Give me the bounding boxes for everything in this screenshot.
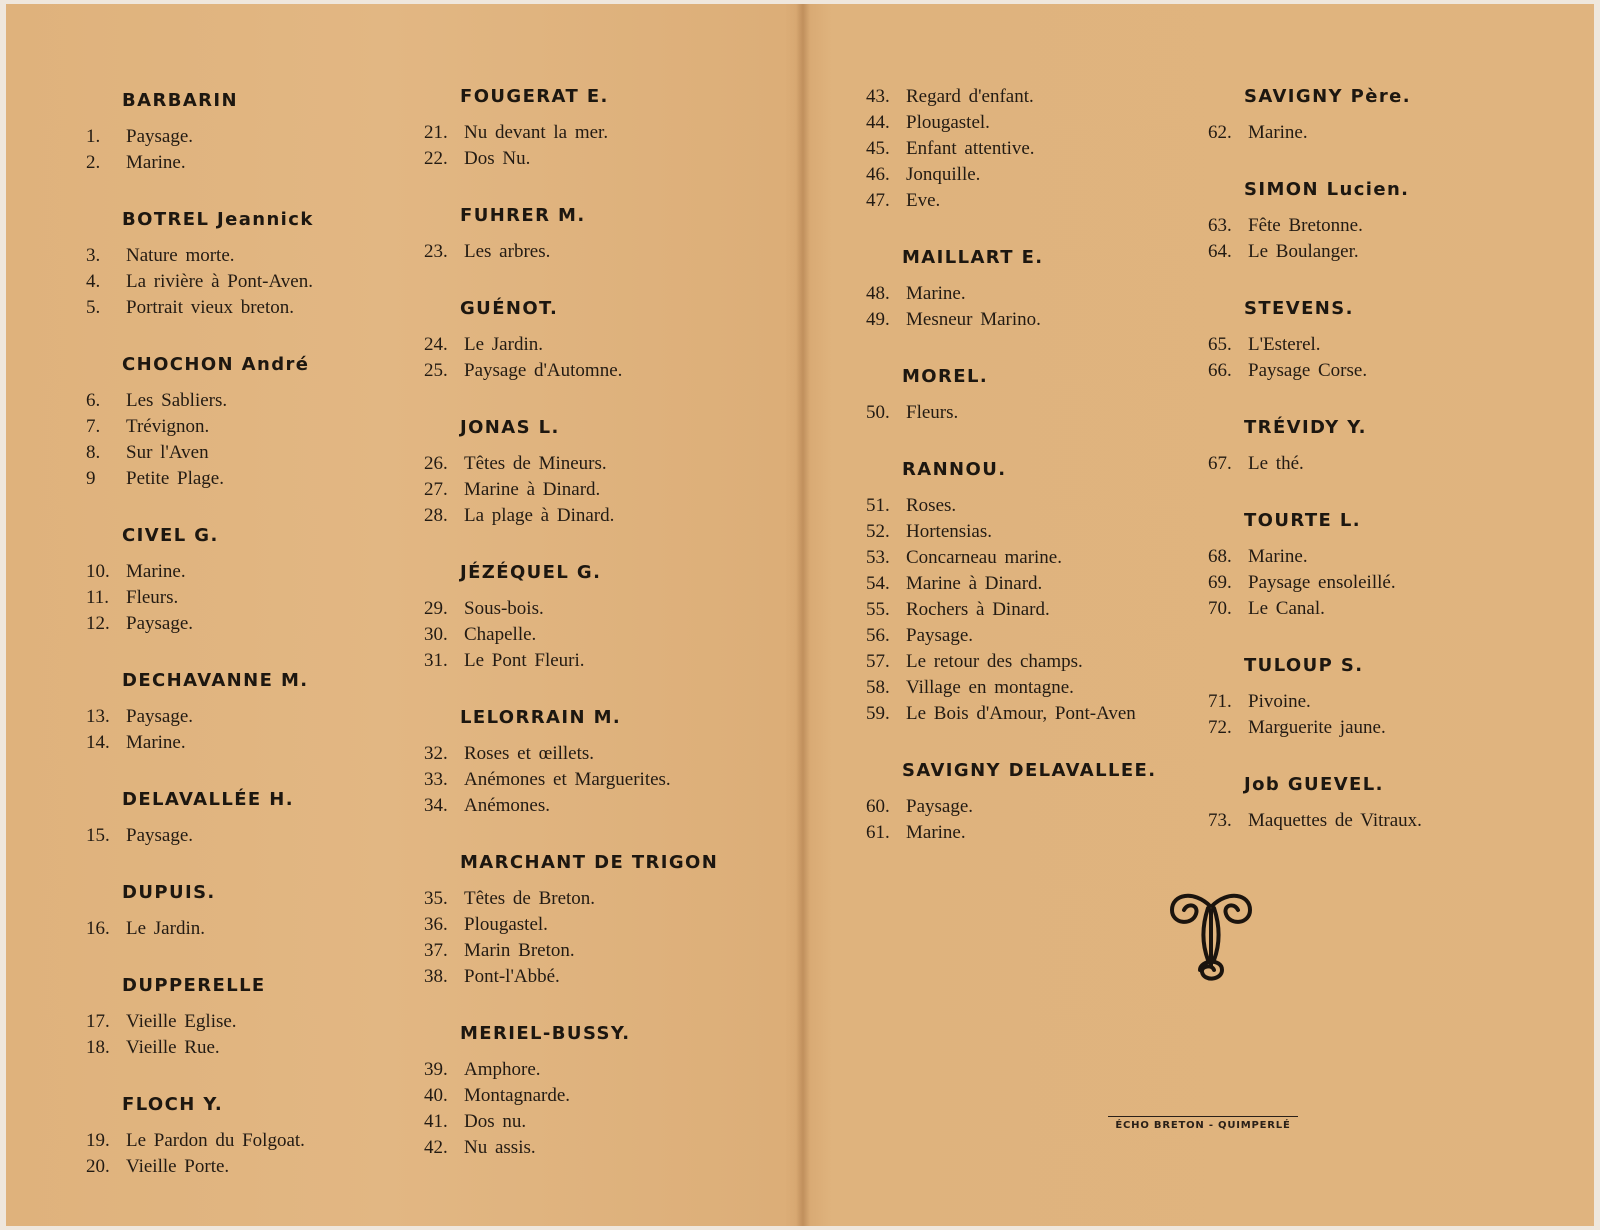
artwork-title: Le retour des champs.: [906, 651, 1083, 672]
artist-name: GUÉNOT.: [460, 298, 559, 319]
artwork-title: Marine.: [906, 283, 966, 304]
artwork-title: L'Esterel.: [1248, 334, 1321, 355]
artwork-entry: [86, 466, 406, 492]
artwork-title: Paysage.: [126, 825, 194, 846]
artwork-number: 22.: [424, 148, 448, 169]
artwork-entry: [866, 701, 1206, 727]
artwork-number: 73.: [1208, 810, 1232, 831]
artwork-entry: [866, 110, 1206, 136]
artwork-number: 46.: [866, 164, 890, 185]
artwork-number: 34.: [424, 795, 448, 816]
artwork-number: 27.: [424, 479, 448, 500]
artwork-title: Rochers à Dinard.: [906, 599, 1050, 620]
artwork-list: [866, 400, 1206, 426]
artwork-entry: [424, 503, 774, 529]
artwork-entry: [424, 886, 774, 912]
artwork-entry: [866, 281, 1206, 307]
artwork-title: Le Pont Fleuri.: [464, 650, 585, 671]
artist-name: SAVIGNY Père.: [1244, 86, 1411, 107]
artist-name: DECHAVANNE M.: [122, 670, 309, 691]
artwork-title: Le Boulanger.: [1248, 241, 1359, 262]
artwork-list: [86, 559, 406, 637]
artist-name: TRÉVIDY Y.: [1244, 417, 1367, 438]
artwork-entry: [86, 1154, 406, 1180]
artwork-title: Nu assis.: [464, 1137, 536, 1158]
artwork-title: Paysage Corse.: [1248, 360, 1368, 381]
artwork-number: 4.: [86, 271, 101, 292]
artwork-list: [424, 239, 774, 265]
artwork-number: 18.: [86, 1037, 110, 1058]
artwork-title: Concarneau marine.: [906, 547, 1062, 568]
artist-name: BOTREL Jeannick: [122, 209, 314, 230]
artwork-entry: [86, 611, 406, 637]
artwork-title: Plougastel.: [464, 914, 548, 935]
artist-name: BARBARIN: [122, 90, 238, 111]
artwork-entry: [86, 916, 406, 942]
artwork-entry: [424, 1083, 774, 1109]
artwork-entry: [1208, 808, 1538, 834]
artwork-list: [424, 596, 774, 674]
artwork-title: Marine.: [126, 561, 186, 582]
artwork-title: Plougastel.: [906, 112, 990, 133]
artwork-title: Pont-l'Abbé.: [464, 966, 560, 987]
artwork-entry: [866, 649, 1206, 675]
artwork-number: 36.: [424, 914, 448, 935]
artwork-entry: [86, 243, 406, 269]
artwork-number: 5.: [86, 297, 101, 318]
artwork-entry: [424, 477, 774, 503]
artwork-title: Marine.: [1248, 122, 1308, 143]
artwork-number: 28.: [424, 505, 448, 526]
artwork-title: Maquettes de Vitraux.: [1248, 810, 1422, 831]
center-fold: [796, 4, 810, 1226]
artwork-title: Chapelle.: [464, 624, 537, 645]
artwork-number: 14.: [86, 732, 110, 753]
artwork-number: 13.: [86, 706, 110, 727]
artwork-list: [1208, 689, 1538, 741]
artwork-number: 66.: [1208, 360, 1232, 381]
artwork-number: 51.: [866, 495, 890, 516]
artwork-entry: [424, 767, 774, 793]
artwork-number: 7.: [86, 416, 101, 437]
artwork-number: 45.: [866, 138, 890, 159]
artwork-number: 31.: [424, 650, 448, 671]
column-4: [1208, 86, 1538, 867]
artwork-number: 30.: [424, 624, 448, 645]
artwork-entry: [86, 269, 406, 295]
artwork-number: 49.: [866, 309, 890, 330]
artwork-entry: [86, 730, 406, 756]
artist-name: MARCHANT DE TRIGON: [460, 852, 719, 873]
artwork-title: Montagnarde.: [464, 1085, 571, 1106]
artwork-title: Roses et œillets.: [464, 743, 595, 764]
artwork-entry: [424, 793, 774, 819]
artwork-number: 15.: [86, 825, 110, 846]
artwork-entry: [86, 585, 406, 611]
artwork-entry: [424, 239, 774, 265]
artwork-list: [866, 84, 1206, 214]
artwork-list: [424, 1057, 774, 1161]
artist-name: CHOCHON André: [122, 354, 310, 375]
artwork-title: Le Jardin.: [126, 918, 205, 939]
artwork-title: Vieille Porte.: [126, 1156, 230, 1177]
artwork-entry: [424, 648, 774, 674]
artwork-entry: [866, 597, 1206, 623]
artwork-title: Paysage.: [126, 126, 194, 147]
artwork-title: Fleurs.: [906, 402, 959, 423]
artwork-title: Le Jardin.: [464, 334, 543, 355]
artwork-list: [424, 451, 774, 529]
artwork-number: 35.: [424, 888, 448, 909]
artwork-number: 68.: [1208, 546, 1232, 567]
artwork-entry: [866, 545, 1206, 571]
artwork-title: Paysage ensoleillé.: [1248, 572, 1396, 593]
artwork-number: 3.: [86, 245, 101, 266]
artwork-list: [86, 916, 406, 942]
artwork-title: Paysage.: [126, 613, 194, 634]
artwork-number: 21.: [424, 122, 448, 143]
artwork-entry: [866, 400, 1206, 426]
artwork-number: 11.: [86, 587, 110, 608]
artwork-entry: [866, 188, 1206, 214]
artwork-title: Sur l'Aven: [126, 442, 209, 463]
artwork-number: 26.: [424, 453, 448, 474]
artwork-title: Marin Breton.: [464, 940, 575, 961]
artwork-number: 32.: [424, 743, 448, 764]
monogram-ornament-icon: [1166, 886, 1256, 986]
artist-name: DELAVALLÉE H.: [122, 789, 294, 810]
artwork-entry: [424, 1057, 774, 1083]
artwork-list: [86, 1128, 406, 1180]
artwork-list: [1208, 451, 1538, 477]
artwork-list: [1208, 120, 1538, 146]
artwork-entry: [1208, 570, 1538, 596]
artist-name: TULOUP S.: [1244, 655, 1364, 676]
artwork-number: 47.: [866, 190, 890, 211]
artwork-number: 65.: [1208, 334, 1232, 355]
artwork-number: 25.: [424, 360, 448, 381]
artwork-list: [86, 823, 406, 849]
artist-name: TOURTE L.: [1244, 510, 1361, 531]
artwork-number: 54.: [866, 573, 890, 594]
artwork-entry: [86, 295, 406, 321]
artist-name: RANNOU.: [902, 459, 1007, 480]
artwork-title: Anémones.: [464, 795, 551, 816]
artist-name: DUPUIS.: [122, 882, 216, 903]
artist-name: STEVENS.: [1244, 298, 1354, 319]
artwork-number: 37.: [424, 940, 448, 961]
artwork-list: [86, 704, 406, 756]
artwork-list: [86, 124, 406, 176]
artwork-entry: [1208, 120, 1538, 146]
artwork-list: [424, 886, 774, 990]
artwork-entry: [866, 623, 1206, 649]
artwork-number: 38.: [424, 966, 448, 987]
column-3: [866, 84, 1206, 879]
artwork-entry: [86, 388, 406, 414]
artwork-title: Sous-bois.: [464, 598, 544, 619]
artwork-title: Enfant attentive.: [906, 138, 1035, 159]
artwork-number: 56.: [866, 625, 890, 646]
artwork-entry: [1208, 715, 1538, 741]
artwork-entry: [424, 146, 774, 172]
artwork-title: Regard d'enfant.: [906, 86, 1034, 107]
artwork-title: Têtes de Mineurs.: [464, 453, 607, 474]
artwork-entry: [1208, 332, 1538, 358]
artwork-number: 12.: [86, 613, 110, 634]
artwork-entry: [86, 704, 406, 730]
artwork-title: Petite Plage.: [126, 468, 224, 489]
artwork-title: Roses.: [906, 495, 957, 516]
artwork-title: Paysage.: [906, 625, 974, 646]
artwork-title: Pivoine.: [1248, 691, 1311, 712]
artwork-entry: [866, 571, 1206, 597]
artwork-list: [86, 1009, 406, 1061]
artwork-list: [86, 388, 406, 492]
artwork-entry: [86, 414, 406, 440]
artwork-entry: [424, 741, 774, 767]
artwork-number: 16.: [86, 918, 110, 939]
artwork-number: 57.: [866, 651, 890, 672]
artwork-number: 62.: [1208, 122, 1232, 143]
artwork-list: [86, 243, 406, 321]
artwork-entry: [86, 440, 406, 466]
artwork-number: 42.: [424, 1137, 448, 1158]
artwork-entry: [866, 493, 1206, 519]
artwork-list: [1208, 213, 1538, 265]
artwork-title: Marine à Dinard.: [906, 573, 1043, 594]
artist-name: MOREL.: [902, 366, 989, 387]
artwork-number: 39.: [424, 1059, 448, 1080]
artwork-number: 17.: [86, 1011, 110, 1032]
artwork-title: Mesneur Marino.: [906, 309, 1041, 330]
artwork-list: [866, 281, 1206, 333]
artwork-title: Dos nu.: [464, 1111, 527, 1132]
artwork-number: 48.: [866, 283, 890, 304]
artwork-title: Hortensias.: [906, 521, 993, 542]
artwork-entry: [424, 358, 774, 384]
artwork-entry: [424, 912, 774, 938]
artwork-number: 41.: [424, 1111, 448, 1132]
artwork-entry: [866, 675, 1206, 701]
artwork-entry: [866, 307, 1206, 333]
artwork-entry: [86, 1035, 406, 1061]
artwork-entry: [424, 120, 774, 146]
artwork-number: 23.: [424, 241, 448, 262]
artwork-title: Nature morte.: [126, 245, 235, 266]
artwork-title: Fête Bretonne.: [1248, 215, 1363, 236]
artwork-list: [1208, 808, 1538, 834]
artwork-number: 63.: [1208, 215, 1232, 236]
artwork-entry: [86, 559, 406, 585]
artwork-list: [424, 120, 774, 172]
artwork-title: Dos Nu.: [464, 148, 531, 169]
artist-name: SAVIGNY DELAVALLEE.: [902, 760, 1157, 781]
column-2: [424, 86, 774, 1194]
artist-name: FOUGERAT E.: [460, 86, 609, 107]
artwork-list: [1208, 332, 1538, 384]
artwork-entry: [424, 1109, 774, 1135]
artwork-number: 70.: [1208, 598, 1232, 619]
artwork-number: 20.: [86, 1156, 110, 1177]
artwork-entry: [1208, 596, 1538, 622]
artwork-list: [424, 332, 774, 384]
artwork-entry: [424, 451, 774, 477]
artwork-number: 69.: [1208, 572, 1232, 593]
artwork-title: Les arbres.: [464, 241, 551, 262]
catalogue-sheet: [6, 4, 1594, 1226]
artwork-title: Amphore.: [464, 1059, 541, 1080]
artwork-number: 33.: [424, 769, 448, 790]
artist-name: JONAS L.: [460, 417, 560, 438]
artwork-title: Paysage d'Automne.: [464, 360, 623, 381]
artwork-number: 52.: [866, 521, 890, 542]
artwork-entry: [1208, 213, 1538, 239]
artwork-entry: [1208, 358, 1538, 384]
artwork-title: Marine.: [126, 732, 186, 753]
artwork-title: Marine.: [1248, 546, 1308, 567]
artist-name: SIMON Lucien.: [1244, 179, 1410, 200]
artwork-number: 8.: [86, 442, 101, 463]
artist-name: LELORRAIN M.: [460, 707, 622, 728]
artwork-entry: [1208, 689, 1538, 715]
artwork-entry: [424, 964, 774, 990]
artwork-number: 44.: [866, 112, 890, 133]
artwork-title: Village en montagne.: [906, 677, 1074, 698]
artwork-entry: [86, 150, 406, 176]
artwork-number: 24.: [424, 334, 448, 355]
artwork-entry: [424, 1135, 774, 1161]
artwork-list: [866, 794, 1206, 846]
artwork-number: 43.: [866, 86, 890, 107]
artist-name: JÉZÉQUEL G.: [460, 562, 602, 583]
artwork-number: 6.: [86, 390, 101, 411]
artwork-list: [424, 741, 774, 819]
artwork-number: 2.: [86, 152, 101, 173]
artwork-entry: [424, 938, 774, 964]
artwork-title: Le Canal.: [1248, 598, 1325, 619]
artwork-number: 61.: [866, 822, 890, 843]
artwork-entry: [1208, 544, 1538, 570]
artwork-title: Portrait vieux breton.: [126, 297, 294, 318]
artwork-title: La rivière à Pont-Aven.: [126, 271, 313, 292]
artwork-entry: [424, 596, 774, 622]
artwork-title: Vieille Eglise.: [126, 1011, 237, 1032]
artwork-entry: [866, 84, 1206, 110]
artwork-number: 40.: [424, 1085, 448, 1106]
artwork-entry: [1208, 451, 1538, 477]
artwork-number: 58.: [866, 677, 890, 698]
artwork-number: 64.: [1208, 241, 1232, 262]
artwork-title: Jonquille.: [906, 164, 981, 185]
artwork-title: Marine.: [906, 822, 966, 843]
artwork-title: Les Sabliers.: [126, 390, 228, 411]
artwork-entry: [424, 622, 774, 648]
artist-name: MERIEL-BUSSY.: [460, 1023, 631, 1044]
artwork-number: 72.: [1208, 717, 1232, 738]
artist-name: DUPPERELLE: [122, 975, 266, 996]
artwork-entry: [86, 124, 406, 150]
artwork-title: Vieille Rue.: [126, 1037, 220, 1058]
artwork-number: 60.: [866, 796, 890, 817]
artwork-entry: [866, 519, 1206, 545]
artwork-number: 9: [86, 468, 96, 489]
artist-name: FUHRER M.: [460, 205, 586, 226]
artwork-list: [866, 493, 1206, 727]
artwork-entry: [424, 332, 774, 358]
artwork-number: 19.: [86, 1130, 110, 1151]
artwork-entry: [1208, 239, 1538, 265]
artwork-number: 53.: [866, 547, 890, 568]
artwork-title: Paysage.: [126, 706, 194, 727]
artwork-entry: [866, 162, 1206, 188]
artwork-title: Eve.: [906, 190, 941, 211]
artwork-entry: [866, 820, 1206, 846]
artwork-number: 29.: [424, 598, 448, 619]
artwork-number: 59.: [866, 703, 890, 724]
artwork-list: [1208, 544, 1538, 622]
artist-name: Job GUEVEL.: [1244, 774, 1384, 795]
artwork-title: Le Pardon du Folgoat.: [126, 1130, 305, 1151]
artwork-title: Marine à Dinard.: [464, 479, 601, 500]
artwork-title: Trévignon.: [126, 416, 210, 437]
artwork-number: 55.: [866, 599, 890, 620]
artwork-entry: [866, 136, 1206, 162]
artist-name: FLOCH Y.: [122, 1094, 224, 1115]
artwork-title: Le Bois d'Amour, Pont-Aven: [906, 703, 1136, 724]
artwork-title: Nu devant la mer.: [464, 122, 609, 143]
artwork-entry: [86, 823, 406, 849]
artist-name: MAILLART E.: [902, 247, 1044, 268]
artwork-title: Marine.: [126, 152, 186, 173]
artwork-number: 71.: [1208, 691, 1232, 712]
artwork-title: La plage à Dinard.: [464, 505, 615, 526]
printer-imprint: ÉCHO BRETON - QUIMPERLÉ: [1108, 1116, 1298, 1131]
artwork-number: 1.: [86, 126, 101, 147]
artwork-number: 50.: [866, 402, 890, 423]
artwork-title: Marguerite jaune.: [1248, 717, 1386, 738]
artwork-title: Paysage.: [906, 796, 974, 817]
artist-name: CIVEL G.: [122, 525, 219, 546]
artwork-title: Anémones et Marguerites.: [464, 769, 671, 790]
artwork-entry: [866, 794, 1206, 820]
artwork-title: Têtes de Breton.: [464, 888, 596, 909]
artwork-number: 67.: [1208, 453, 1232, 474]
artwork-number: 10.: [86, 561, 110, 582]
artwork-title: Le thé.: [1248, 453, 1304, 474]
artwork-entry: [86, 1128, 406, 1154]
column-1: [86, 90, 406, 1213]
artwork-entry: [86, 1009, 406, 1035]
artwork-title: Fleurs.: [126, 587, 179, 608]
